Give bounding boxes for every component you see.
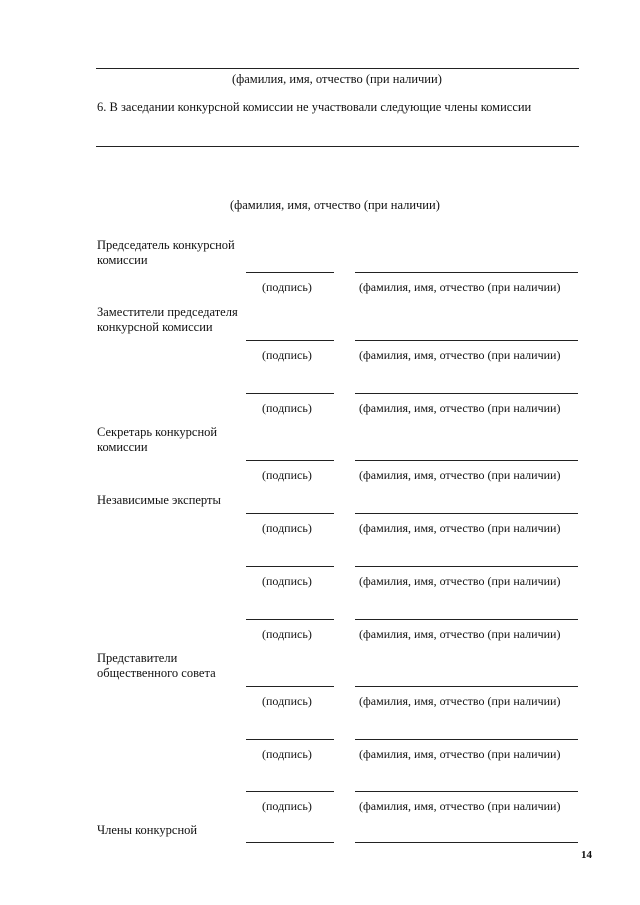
fio-caption: (фамилия, имя, отчество (при наличии) (359, 468, 561, 482)
role-members: Члены конкурсной (97, 823, 198, 837)
fio-caption: (фамилия, имя, отчество (при наличии) (230, 198, 440, 212)
signature-line (246, 619, 334, 620)
signature-line (246, 340, 334, 341)
fio-caption: (фамилия, имя, отчество (при наличии) (359, 521, 561, 535)
signature-line (246, 566, 334, 567)
fio-line (355, 566, 578, 567)
page-number: 14 (581, 849, 592, 861)
fio-caption: (фамилия, имя, отчество (при наличии) (232, 72, 442, 86)
role-secretary: Секретарь конкурсной комиссии (97, 425, 218, 454)
name-line (96, 146, 579, 147)
fio-caption: (фамилия, имя, отчество (при наличии) (359, 694, 561, 708)
fio-caption: (фамилия, имя, отчество (при наличии) (359, 348, 561, 362)
fio-line (355, 686, 578, 687)
signature-line (246, 791, 334, 792)
signature-line (246, 686, 334, 687)
signature-caption: (подпись) (262, 401, 312, 415)
signature-caption: (подпись) (262, 280, 312, 294)
signature-caption: (подпись) (262, 348, 312, 362)
signature-caption: (подпись) (262, 627, 312, 641)
fio-caption: (фамилия, имя, отчество (при наличии) (359, 747, 561, 761)
fio-line (355, 842, 578, 843)
role-chairman: Председатель конкурсной комиссии (97, 238, 235, 267)
item-6-text: 6. В заседании конкурсной комиссии не участвовали следующие члены комиссии (97, 100, 532, 114)
signature-caption: (подпись) (262, 574, 312, 588)
signature-caption: (подпись) (262, 468, 312, 482)
signature-caption: (подпись) (262, 521, 312, 535)
role-deputies: Заместители председателя конкурсной комиссии (97, 305, 238, 334)
fio-line (355, 739, 578, 740)
signature-line (246, 393, 334, 394)
signature-line (246, 513, 334, 514)
fio-caption: (фамилия, имя, отчество (при наличии) (359, 401, 561, 415)
fio-caption: (фамилия, имя, отчество (при наличии) (359, 627, 561, 641)
fio-line (355, 393, 578, 394)
name-line (96, 68, 579, 69)
fio-line (355, 791, 578, 792)
fio-line (355, 340, 578, 341)
fio-line (355, 460, 578, 461)
fio-line (355, 619, 578, 620)
signature-line (246, 460, 334, 461)
role-public-council: Представители общественного совета (97, 651, 216, 680)
fio-line (355, 513, 578, 514)
signature-line (246, 739, 334, 740)
fio-caption: (фамилия, имя, отчество (при наличии) (359, 280, 561, 294)
fio-line (355, 272, 578, 273)
fio-caption: (фамилия, имя, отчество (при наличии) (359, 574, 561, 588)
signature-caption: (подпись) (262, 747, 312, 761)
signature-line (246, 272, 334, 273)
signature-caption: (подпись) (262, 694, 312, 708)
role-experts: Независимые эксперты (97, 493, 221, 507)
signature-caption: (подпись) (262, 799, 312, 813)
signature-line (246, 842, 334, 843)
fio-caption: (фамилия, имя, отчество (при наличии) (359, 799, 561, 813)
